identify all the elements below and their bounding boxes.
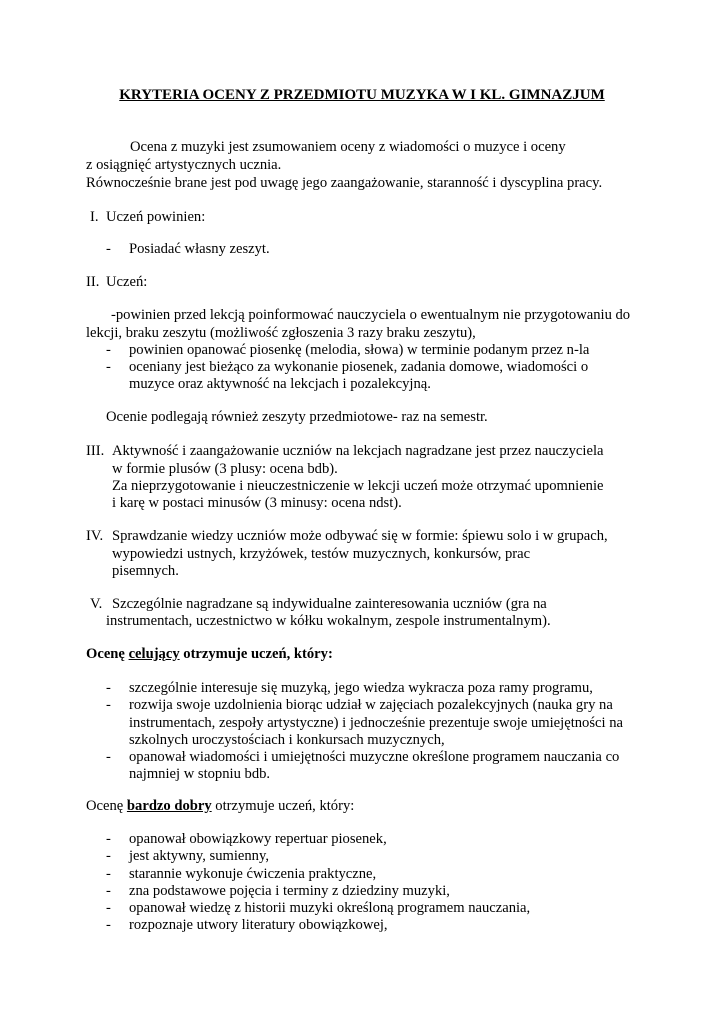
list-item: powinien opanować piosenkę (melodia, słowa) w terminie podanym przez n-la: [129, 342, 590, 358]
list-item: opanował obowiązkowy repertuar piosenek,: [129, 831, 387, 847]
list-bullet: -: [106, 917, 111, 933]
list-item: rozwija swoje uzdolnienia biorąc udział w zajęciach pozalekcyjnych (nauka gry na: [129, 697, 613, 713]
grade-heading-prefix: Ocenę: [86, 798, 127, 814]
grade-heading-prefix: Ocenę: [86, 646, 129, 662]
section-numeral: I.: [90, 209, 99, 225]
paragraph-line: lekcji, braku zeszytu (możliwość zgłoszenia 3 razy braku zeszytu),: [86, 325, 476, 341]
list-item: opanował wiadomości i umiejętności muzyczne określone programem nauczania co: [129, 749, 620, 765]
list-bullet: -: [106, 342, 111, 358]
paragraph-line: instrumentach, uczestnictwo w kółku wokalnym, zespole instrumentalnym).: [106, 613, 551, 629]
list-bullet: -: [106, 883, 111, 899]
paragraph-line: Za nieprzygotowanie i nieuczestniczenie w lekcji uczeń może otrzymać upomnienie: [112, 478, 604, 494]
list-item: jest aktywny, sumienny,: [129, 848, 269, 864]
paragraph-line: Aktywność i zaangażowanie uczniów na lekcjach nagradzane jest przez nauczyciela: [112, 443, 604, 459]
list-item: rozpoznaje utwory literatury obowiązkowej,: [129, 917, 388, 933]
list-bullet: -: [106, 697, 111, 713]
list-item: opanował wiedzę z historii muzyki określoną programem nauczania,: [129, 900, 531, 916]
paragraph-line: pisemnych.: [112, 563, 179, 579]
list-item: szczególnie interesuje się muzyką, jego wiedza wykracza poza ramy programu,: [129, 680, 593, 696]
document-title: KRYTERIA OCENY Z PRZEDMIOTU MUZYKA W I KL. GIMNAZJUM: [119, 87, 605, 103]
section-numeral: III.: [86, 443, 105, 459]
list-item: oceniany jest bieżąco za wykonanie piosenek, zadania domowe, wiadomości o: [129, 359, 589, 375]
list-bullet: -: [106, 831, 111, 847]
section-heading: Uczeń:: [106, 274, 148, 290]
intro-line: z osiągnięć artystycznych ucznia.: [86, 157, 282, 173]
list-item-continued: szkolnych uroczystościach i konkursach muzycznych,: [129, 732, 445, 748]
list-item-continued: instrumentach, zespoły artystyczne) i jednocześnie prezentuje swoje umiejętności na: [129, 715, 623, 731]
list-bullet: -: [106, 359, 111, 375]
list-bullet: -: [106, 749, 111, 765]
paragraph-line: Sprawdzanie wiedzy uczniów może odbywać się w formie: śpiewu solo i w grupach,: [112, 528, 608, 544]
list-item: Posiadać własny zeszyt.: [129, 241, 270, 257]
paragraph-line: w formie plusów (3 plusy: ocena bdb).: [112, 461, 338, 477]
grade-name: celujący: [128, 646, 180, 662]
section-numeral: II.: [86, 274, 100, 290]
grade-heading-celujacy: [86, 645, 333, 663]
list-item-continued: najmniej w stopniu bdb.: [129, 766, 271, 782]
list-item: zna podstawowe pojęcia i terminy z dziedziny muzyki,: [129, 883, 450, 899]
list-bullet: -: [106, 848, 111, 864]
intro-line: Równocześnie brane jest pod uwagę jego zaangażowanie, staranność i dyscyplina pracy.: [86, 175, 603, 191]
grade-heading-bardzo-dobry: [86, 797, 354, 815]
section-numeral: IV.: [86, 528, 104, 544]
list-bullet: -: [106, 900, 111, 916]
list-item-continued: muzyce oraz aktywność na lekcjach i pozalekcyjną.: [129, 376, 431, 392]
paragraph-line: Szczególnie nagradzane są indywidualne zainteresowania uczniów (gra na: [112, 596, 547, 612]
grade-heading-suffix: otrzymuje uczeń, który:: [179, 646, 333, 662]
list-bullet: -: [106, 680, 111, 696]
grade-heading-suffix: otrzymuje uczeń, który:: [211, 798, 355, 814]
paragraph-line: wypowiedzi ustnych, krzyżówek, testów muzycznych, konkursów, prac: [112, 546, 531, 562]
grade-name: bardzo dobry: [126, 798, 212, 814]
list-bullet: -: [106, 241, 111, 257]
section-heading: Uczeń powinien:: [106, 209, 206, 225]
list-item: starannie wykonuje ćwiczenia praktyczne,: [129, 866, 377, 882]
list-bullet: -: [106, 866, 111, 882]
section-numeral: V.: [90, 596, 103, 612]
paragraph-line: -powinien przed lekcją poinformować nauczyciela o ewentualnym nie przygotowaniu do: [111, 307, 631, 323]
intro-line: Ocena z muzyki jest zsumowaniem oceny z wiadomości o muzyce i oceny: [130, 139, 566, 155]
paragraph-line: i karę w postaci minusów (3 minusy: ocena ndst).: [112, 495, 402, 511]
paragraph-line: Ocenie podlegają również zeszyty przedmiotowe- raz na semestr.: [106, 409, 488, 425]
